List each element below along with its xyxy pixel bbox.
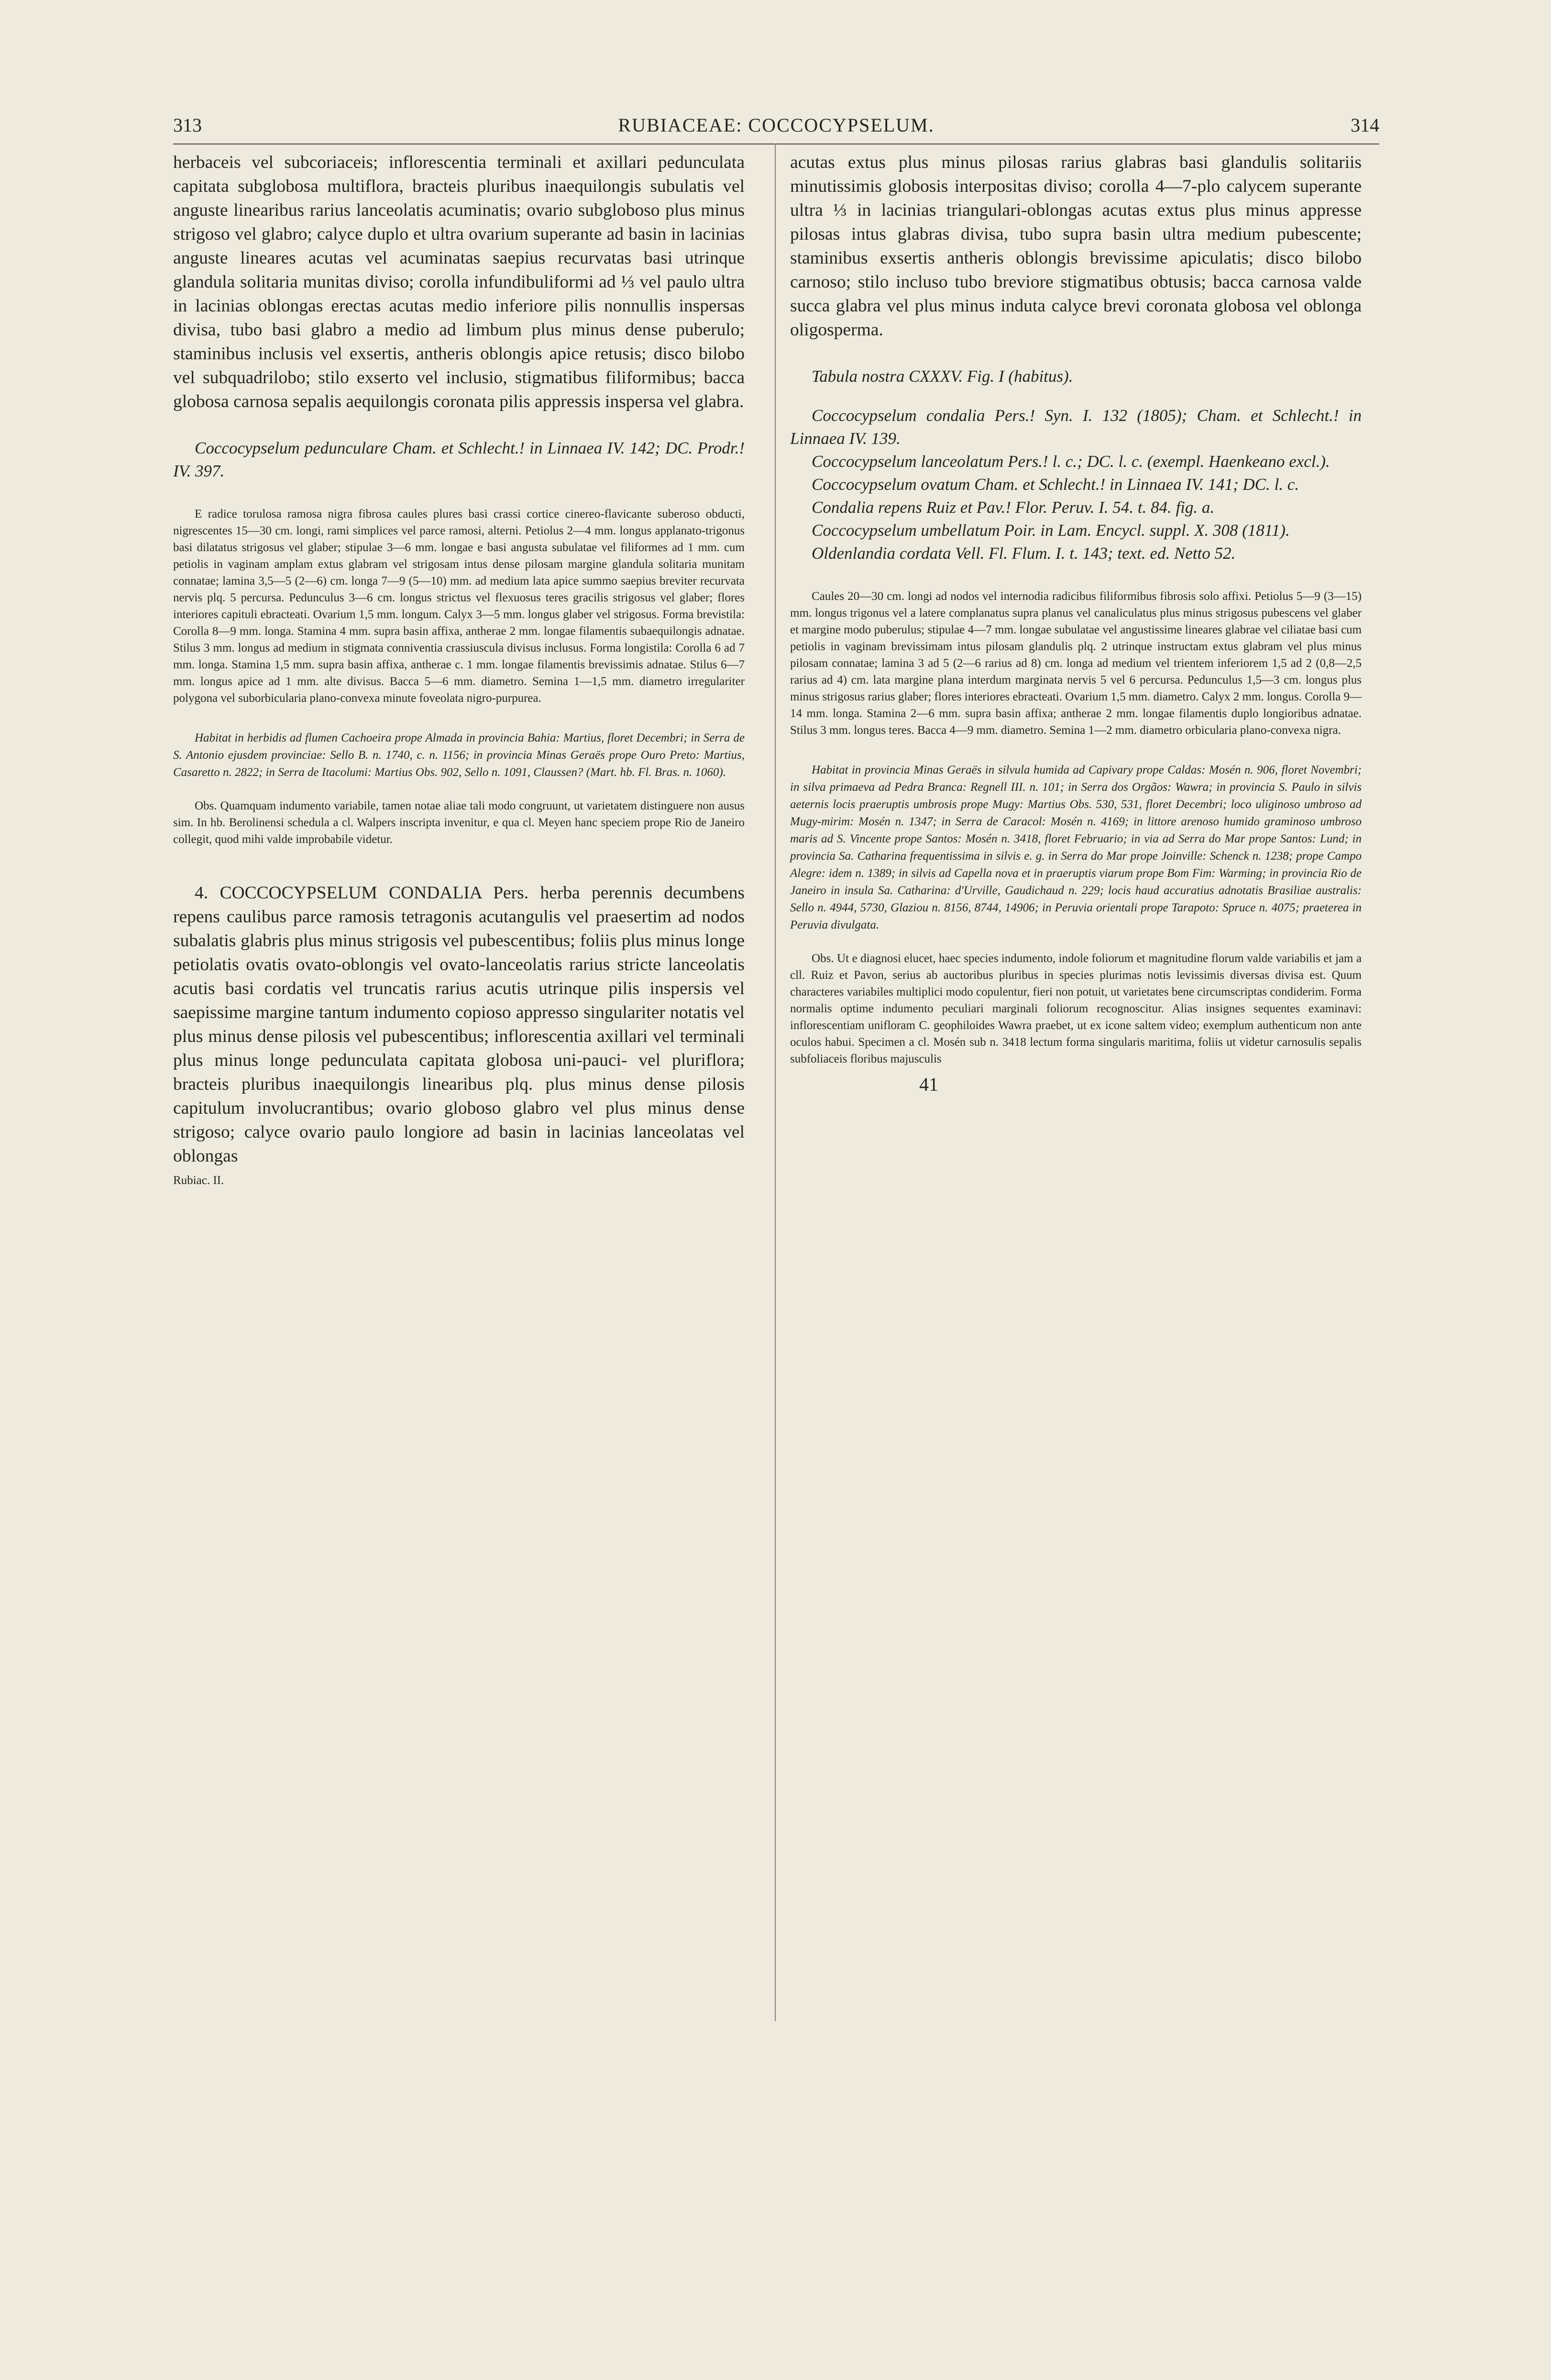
habitat-paragraph: Habitat in herbidis ad flumen Cachoeira prope Almada in provincia Bahia: Martius, floret Decembri; in Serra de S. Antonio ejusdem provinciae: Sello B. n. 1740, c. n. 1156; in provincia Minas Geraës prope Ouro Preto: Martius, Casaretto n. 2822; in Serra de Itacolumi: Martius Obs. 902, Sello n. 1091, Claussen? (Mart. hb. Fl. Bras. n. 1060). [173,731,745,779]
paragraph-diagnosis-cont: herbaceis vel subcoriaceis; inflorescentia terminali et axillari pedunculata capitata subglobosa multiflora, bracteis pluribus inaequilongis subulatis vel anguste linearibus rarius lanceolatis acuminatis; ovario subgloboso plus minus strigoso vel glabro; calyce duplo et ultra ovarium superante ad basin in lacinias anguste lineares acutas vel acuminatas saepius recurvatas basi utrinque glandula solitaria munitas diviso; corolla infundibuliformi ad ⅓ vel paulo ultra in lacinias oblongas erectas acutas medio inferiore pilis nonnullis inspersas divisa, tubo basi glabro a medio ad limbum plus minus dense puberulo; staminibus inclusis vel exsertis, antheris oblongis apice retusis; disco bilobo vel subquadrilobo; stilo exserto vel inclusio, stigmatibus filiformibus; bacca globosa carnosa sepalis aequilongis coronata pilis appressis inspersa vel glabra. [173,153,745,411]
species-paragraph [173,881,745,1168]
running-title: RUBIACEAE: COCCOCYPSELUM. [618,114,935,136]
page-number-right: 314 [1351,114,1379,136]
species-heading: 4. COCCOCYPSELUM CONDALIA Pers. [195,883,529,903]
footer-signature: Rubiac. II. [173,1174,224,1187]
synonym-reference: Coccocypselum ovatum Cham. et Schlecht.! in Linnaea IV. 141; DC. l. c. [812,475,1299,494]
species-diagnosis: herba perennis decumbens repens caulibus parce ramosis tetragonis acutangulis vel praesertim ad nodos subalatis glabris plus minus strigosis vel pubescentibus; foliis plus minus longe petiolatis ovatis ovato-oblongis vel ovato-lanceolatis rarius stricte lanceolatis acutis basi cordatis vel truncatis rarius acutis utrinque pilis inspersis vel saepissime margine tantum indumento copioso appresso singulariter notatis vel plus minus dense pilosis vel pubescentibus; inflorescentia axillari vel terminali plus minus longe pedunculata capitata globosa uni-pauci- vel pluriflora; bracteis pluribus inaequilongis linearibus plq. plus minus dense pilosis capitulum involucrantibus; ovario globoso glabro vel plus minus dense strigoso; calyce ovario paulo longiore ad basin in lacinias lanceolatas vel oblongas [173,883,745,1166]
synonym-reference: Coccocypselum condalia Pers.! Syn. I. 132 (1805); Cham. et Schlecht.! in Linnaea IV. 139. [790,406,1362,448]
habitat-paragraph: Habitat in provincia Minas Geraës in silvula humida ad Capivary prope Caldas: Mosén n. 906, floret Novembri; in silva primaeva ad Pedra Branca: Regnell III. n. 101; in Serra dos Orgãos: Wawra; in provincia S. Paulo in silvis aeternis locis praeruptis umbrosis prope Mugy: Martius Obs. 530, 531, floret Decembri; loco uliginoso umbroso ad Mugy-mirim: Mosén n. 1347; in Serra de Caracol: Mosén n. 4169; in littore arenoso humido graminoso umbroso maris ad S. Vincente prope Santos: Mosén n. 3418, floret Februario; in via ad Serra do Mar prope Santos: Lund; in provincia Sa. Catharina frequentissima in silvis e. g. in Serra do Mar prope Joinville: Schenck n. 1238; prope Campo Alegre: idem n. 1389; in silvis ad Capella nova et in praeruptis viarum prope Bom Fim: Warming; in provincia Rio de Janeiro in insula Sa. Catharina: d'Urville, Gaudichaud n. 229; locis haud accuratius adnotatis Brasiliae australis: Sello n. 4944, 5730, Glaziou n. 8156, 8744, 14906; in Peruvia orientali prope Tarapoto: Spruce n. 4075; praeterea in Peruvia divulgata. [790,764,1362,931]
observation-paragraph: Obs. Quamquam indumento variabile, tamen notae aliae tali modo congruunt, ut varietatem distinguere non ausus sim. In hb. Berolinensi schedula a cl. Walpers inscripta invenitur, e qua cl. Meyen hanc speciem prope Rio de Janeiro collegit, quod mihi valde improbabile videtur. [173,799,745,846]
synonym-reference: Coccocypselum pedunculare Cham. et Schlecht.! in Linnaea IV. 142; DC. Prodr.! IV. 397. [173,439,745,480]
tabula-reference: Tabula nostra CXXXV. Fig. I (habitus). [812,367,1073,386]
column-divider [775,144,776,2021]
page-header [173,114,1379,143]
description-paragraph: E radice torulosa ramosa nigra fibrosa caules plures basi crassi cortice cinereo-flavicante suberoso obducti, nigrescentes 15—30 cm. longi, rami simplices vel parce ramosi, alterni. Petiolus 2—4 mm. longus applanato-trigonus basi dilatatus strigosus vel glaber; stipulae 3—6 mm. longae e basi angusta subulatae vel filiformes ad 1 mm. cum petiolis in vaginam amplam extus glabram vel strigosam intus dense pilosam margine glandula solitaria munitam connatae; lamina 3,5—5 (2—6) cm. longa 7—9 (5—10) mm. ad medium lata apice summo saepius breviter recurvata nervis plq. 5 percursa. Pedunculus 3—6 cm. longus strictus vel flexuosus teres gracilis strigosus vel glaber; flores interiores capituli ebracteati. Ovarium 1,5 mm. longum. Calyx 3—5 mm. longus glaber vel strigosus. Forma brevistila: Corolla 8—9 mm. longa. Stamina 4 mm. supra basin affixa, antherae 2 mm. longae filamentis subaequilongis adnatae. Stilus 3 mm. longus ad medium in stigmata conniventia crassiuscula divisus inclusus. Forma longistila: Corolla 6 ad 7 mm. longa. Stamina 1,5 mm. supra basin affixa, antherae c. 1 mm. longae filamentis brevissimis adnatae. Stilus 6—7 mm. longus apice ad 1 mm. alte divisus. Bacca 5—6 mm. diametro. Semina 1—1,5 mm. diametro irregulariter polygona vel suborbicularia plano-convexa minute foveolata nigro-purpurea. [173,508,745,705]
observation-paragraph: Obs. Ut e diagnosi elucet, haec species indumento, indole foliorum et magnitudine florum valde variabilis et jam a cll. Ruiz et Pavon, serius ab auctoribus pluribus in species plurimas notis levissimis diversas divisa est. Quum characteres variabiles multiplici modo copulentur, fieri non potuit, ut varietates bene circumscriptas condiderim. Forma normalis optime indumento peculiari marginali foliorum recognoscitur. Alias insignes sequentes examinavi: inflorescentiam unifloram C. geophiloides Wawra praebet, ut ex icone saltem video; exemplum authenticum non ante oculos habui. Specimen a cl. Mosén sub n. 3418 lectum forma singularis maritima, foliis ut videtur carnosulis sepalis subfoliaceis floribus majusculis [790,952,1362,1065]
description-paragraph: Caules 20—30 cm. longi ad nodos vel internodia radicibus filiformibus fibrosis solo affixi. Petiolus 5—9 (3—15) mm. longus trigonus vel a latere complanatus supra planus vel canaliculatus plus minus strigosus pubescens vel glaber et margine modo puberulus; stipulae 4—7 mm. longae subulatae vel angustissime lineares glabrae vel ciliatae basi cum petiolis in vaginam brevissimam intus pilosam glandulis plq. 2 utrinque instructam extus glabram vel plus minus pilosam connatae; lamina 3 ad 5 (2—6 rarius ad 8) cm. longa ad medium vel trientem inferiorem 1,5 ad 2 (0,8—2,5 rarius ad 4) cm. lata margine plana interdum marginata nervis 5 vel 6 percursa. Pedunculus 1,5—3 cm. longus plus minus strigosus rarius glaber; flores interiores ebracteati. Ovarium 1,5 mm. diametro. Calyx 2 mm. longus. Corolla 9—14 mm. longa. Stamina 2—6 mm. supra basin affixa; antherae 2 mm. longae filamentis duplo longioribus adnatae. Stilus 3 mm. longus teres. Bacca 4—9 mm. diametro. Semina 1—2 mm. diametro orbicularia plano-convexa nigra. [790,590,1362,737]
synonym-reference: Oldenlandia cordata Vell. Fl. Flum. I. t. 143; text. ed. Netto 52. [812,544,1236,563]
right-column [790,151,1362,1096]
page-number-left: 313 [173,114,202,136]
left-column [173,151,745,1189]
paragraph-diagnosis-cont: acutas extus plus minus pilosas rarius glabras basi glandulis solitariis minutissimis globosis interpositas diviso; corolla 4—7-plo calycem superante ultra ⅓ in lacinias triangulari-oblongas acutas extus plus minus appresse pilosas intus glabras divisa, tubo supra basin ultra medium pubescente; staminibus exsertis antheris oblongis brevissime apiculatis; disco bilobo carnoso; stilo incluso tubo breviore stigmatibus obtusis; bacca carnosa valde succa glabra vel plus minus induta calyce brevi coronata globosa vel oblonga oligosperma. [790,153,1362,340]
synonym-reference: Condalia repens Ruiz et Pav.! Flor. Peruv. I. 54. t. 84. fig. a. [812,498,1215,517]
synonym-reference: Coccocypselum lanceolatum Pers.! l. c.; DC. l. c. (exempl. Haenkeano excl.). [812,452,1330,471]
page-number-bottom: 41 [919,1074,938,1095]
synonym-reference: Coccocypselum umbellatum Poir. in Lam. Encycl. suppl. X. 308 (1811). [812,521,1290,540]
